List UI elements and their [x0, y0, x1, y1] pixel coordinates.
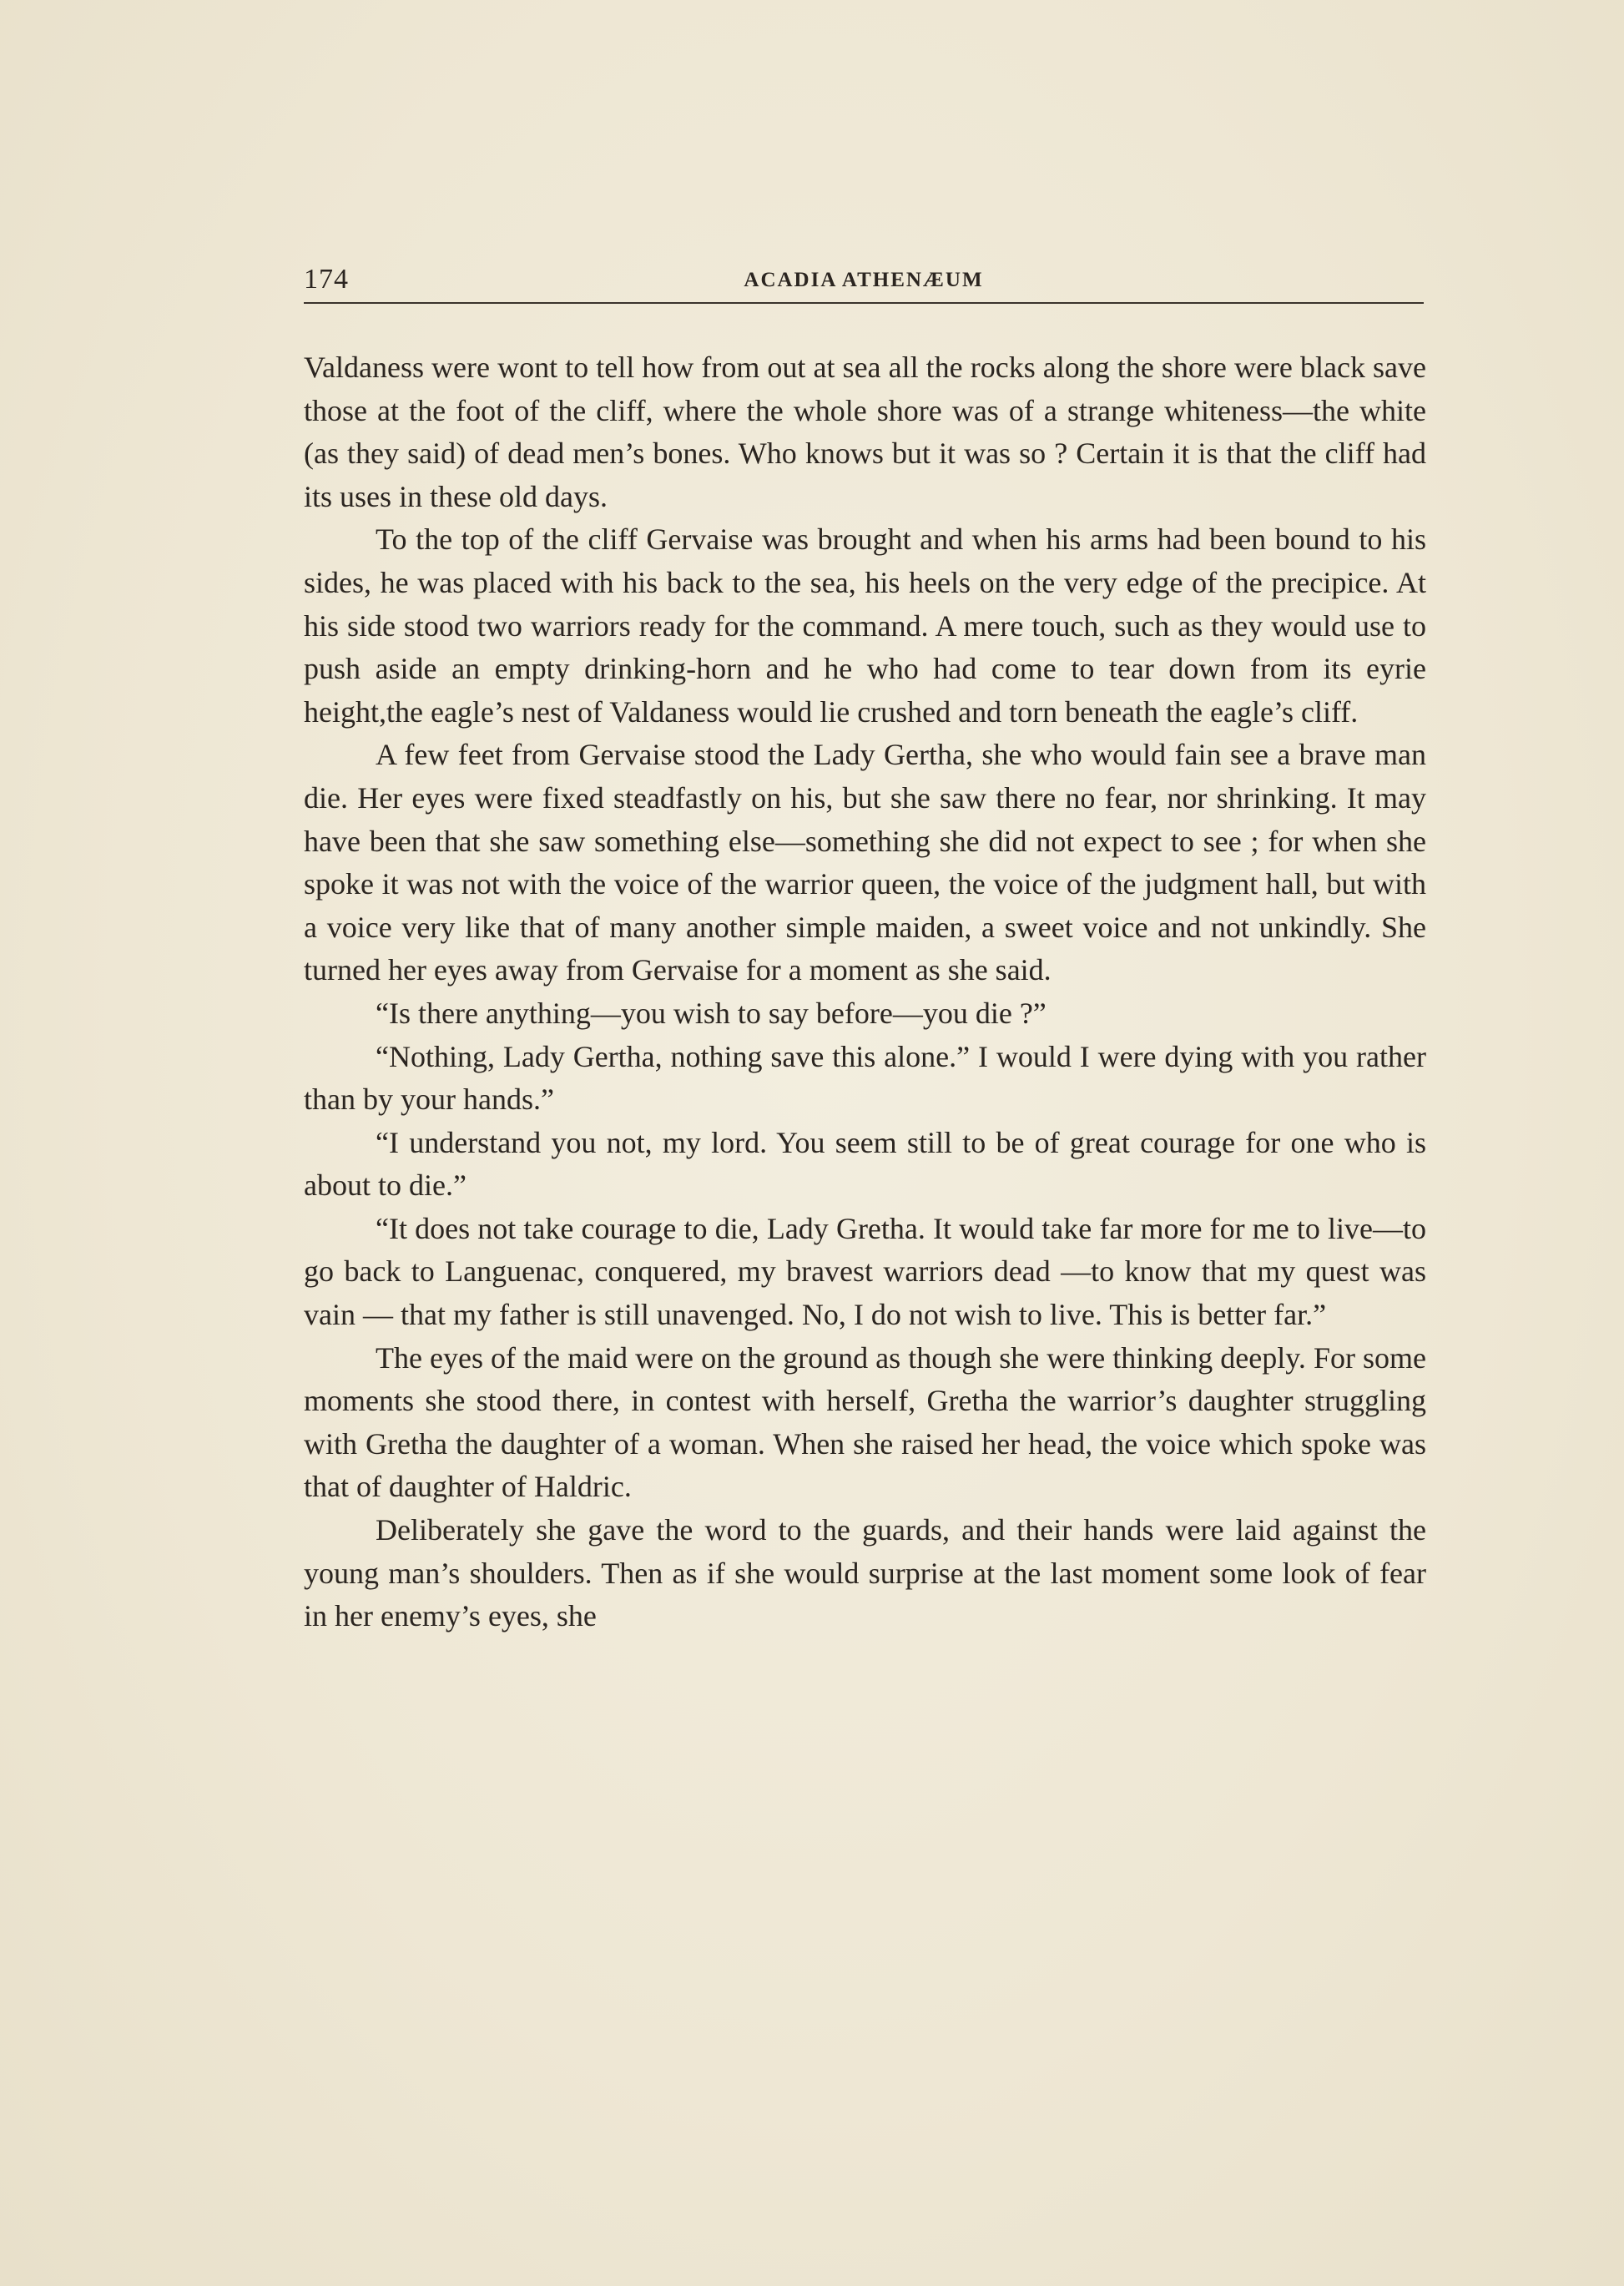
paragraph-5: “Nothing, Lady Gertha, nothing save this alone.” I would I were dying with you rather than by your hands.”: [304, 1039, 1426, 1117]
paragraph-8: The eyes of the maid were on the ground as though she were thinking deeply. For some moments she stood there, in contest with herself, Gretha the warrior’s daughter struggling with Gretha the daughter of a woman. When she raised her head, the voice which spoke was that of daughter of Haldric.: [304, 1340, 1426, 1504]
paragraph-3: A few feet from Gervaise stood the Lady Gertha, she who would fain see a brave man die. Her eyes were fixed steadfastly on his, but she saw there no fear, nor shrinking. It may have been that she saw something else—something she did not expect to see ; for when she spoke it was not with the voice of the warrior queen, the voice of the judgment hall, but with a voice very like that of many another simple maiden, a sweet voice and not unkindly. She turned her eyes away from Gervaise for a moment as she said.: [304, 738, 1426, 987]
paragraph-1: Valdaness were wont to tell how from out at sea all the rocks along the shore were black save those at the foot of the cliff, where the whole shore was of a strange whiteness—the white (as they said) of dead men’s bones. Who knows but it was so ? Certain it is that the cliff had its uses in these old days.: [304, 351, 1426, 513]
paragraph-2: To the top of the cliff Gervaise was brought and when his arms had been bound to his sides, he was placed with his back to the sea, his heels on the very edge of the precipice. At his side stood two warriors ready for the command. A mere touch, such as they would use to push aside an empty drinking-horn and he who had come to tear down from its eyrie height,the eagle’s nest of Valdaness would lie crushed and torn beneath the eagle’s cliff.: [304, 522, 1426, 729]
paragraph-4: “Is there anything—you wish to say before—you die ?”: [376, 996, 1047, 1030]
paragraph-9: Deliberately she gave the word to the guards, and their hands were laid against the young man’s shoulders. Then as if she would surprise at the last moment some look of fear in her enemy’s eyes, she: [304, 1513, 1426, 1633]
paragraph-7: “It does not take courage to die, Lady Gretha. It would take far more for me to live—to go back to Languenac, conquered, my bravest warriors dead —to know that my quest was vain — that my father is still unavenged. No, I do not wish to live. This is better far.”: [304, 1211, 1426, 1332]
paragraph-6: “I understand you not, my lord. You seem still to be of great courage for one who is about to die.”: [304, 1125, 1426, 1203]
page-number: 174: [304, 264, 349, 295]
page-header: [304, 260, 1424, 304]
body-text: [304, 346, 1426, 1638]
running-title: ACADIA ATHENÆUM: [744, 269, 984, 291]
